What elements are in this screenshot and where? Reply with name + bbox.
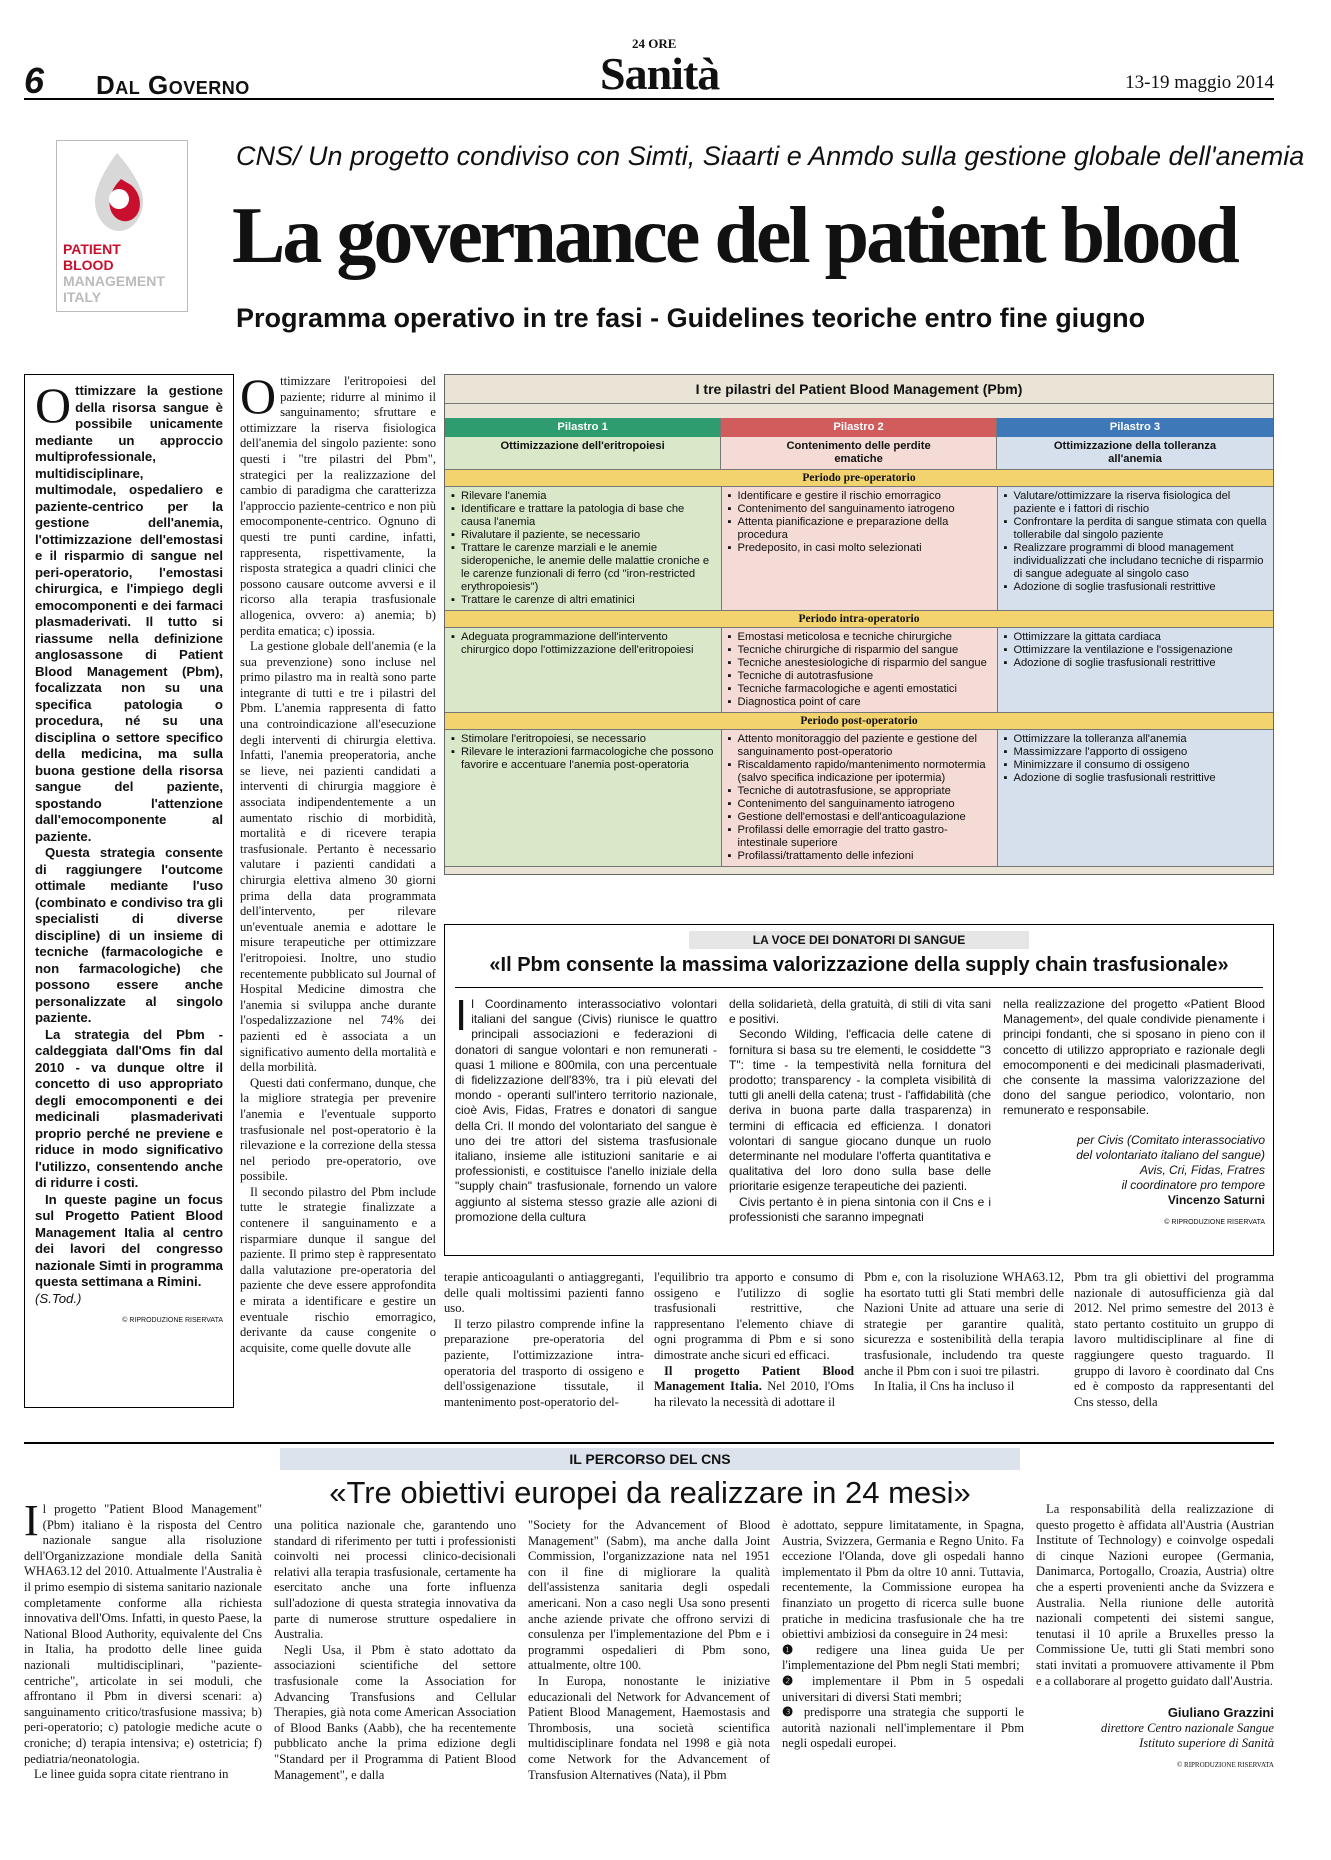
lower-column-4: Pbm tra gli obiettivi del programma nazionale di autosufficienza già dal 2012. Nel primo semestre del 2013 è stato pertanto costituito un gruppo di lavoro multidisciplinare al fine di raggiungere questo traguardo. Il gruppo di lavoro è coordinato dal Cns ed è composto da rappresentanti del Cns stesso, della [1074,1270,1274,1409]
headline-subtitle: Programma operativo in tre fasi - Guidelines teoriche entro fine giugno [236,303,1146,333]
sidebar-paragraph-3: La strategia del Pbm - caldeggiata dall'Oms fin dal 2010 - va dunque oltre il concetto di uso appropriato degli emocomponenti e dei medicinali plasmaderivati proprio perché ne previene e riduce in modo significativo l'utilizzo, consentendo anche di ridurre i costi. [35,1026,223,1190]
phase-table [445,628,1273,712]
objective-3: ❸ predisporre una strategia che supporti le autorità nazionali nell'implementare il Pbm negli ospedali europei. [782,1705,1025,1751]
issue-date: 13-19 maggio 2014 [1125,72,1274,93]
list-item: ▪ Tecniche anestesiologiche di risparmio del sangue [728,657,991,670]
list-item: ▪ Tecniche di autotrasfusione [728,670,991,683]
cns-kicker: IL PERCORSO DEL CNS [280,1448,1020,1470]
donors-signature-3: Avis, Cri, Fidas, Fratres [1139,1163,1265,1178]
pillar-3-cell [997,730,1273,866]
cns-rights: © RIPRODUZIONE RISERVATA [1176,1760,1274,1769]
pillar-1-name: Ottimizzazione dell'eritropoiesi [445,437,721,469]
pbm-logo [56,140,188,312]
sidebar-box [24,374,234,1408]
pillar-3-cell [997,628,1273,712]
list-item: ▪ Adozione di soglie trasfusionali restrittive [1004,657,1268,670]
headline-kicker: CNS/ Un progetto condiviso con Simti, Siaarti e Anmdo sulla gestione globale dell'anemia [236,141,1305,171]
phase-table [445,730,1273,866]
list-item: ▪ Riscaldamento rapido/mantenimento normotermia (salvo specifica indicazione per ipotermia) [728,759,991,785]
cns-column-1: Il progetto "Patient Blood Management" (Pbm) italiano è la risposta del Centro nazionale sangue alla risoluzione dell'Organizzazione mondiale della Sanità WHA63.12 del 2010. Attualmente l'Australia è il primo esempio di sistema sanitario nazionale completamente conforme alla richiesta innovativa dell'Oms. Infatti, in questo Paese, la National Blood Authority, equivalente del Cns in Italia, ha prodotto delle linee guida nazionali multidisciplinari, "paziente-centriche", articolate in sei moduli, che affrontano il Pbm in diversi scenari: a) sanguinamento critico/trasfusione massiva; b) peri-operatorio; c) patologie mediche acute o croniche; d) terapia intensiva; e) ostetricia; f) pediatria/neonatologia. Le linee guida sopra citate rientrano in [24,1496,262,1782]
pbm-table [444,374,1274,875]
headline-title: La governance del patient blood [232,192,1237,280]
phase-header: Periodo post-operatorio [445,712,1273,730]
objective-1: ❶ redigere una linea guida Ue per l'implementazione del Pbm negli Stati membri; [782,1642,1024,1673]
list-item: ▪ Predeposito, in casi molto selezionati [728,542,991,555]
list-item: ▪ Emostasi meticolosa e tecniche chirurgiche [728,631,991,644]
list-item: ▪ Identificare e trattare la patologia di base che causa l'anemia [451,503,715,529]
list-item: ▪ Tecniche chirurgiche di risparmio del sangue [728,644,991,657]
lower-column-1: terapie anticoagulanti o antiaggreganti, delle quali moltissimi pazienti fanno uso. Il terzo pilastro comprende infine la preparazione pre-operatoria del paziente, l'ottimizzazione intra-operatoria del trasporto di ossigeno e dell'ossigenazione tissutale, il mantenimento post-operatorio del- [444,1270,644,1409]
pillar-1-cell [445,487,721,610]
list-item: ▪ Rilevare le interazioni farmacologiche che possono favorire e accentuare l'anemia post-operatoria [451,746,715,772]
pillar-1-cell [445,730,721,866]
donors-column-1: Il Coordinamento interassociativo volontari italiani del sangue (Civis) riunisce le quattro principali associazioni e federazioni di donatori di sangue volontari e non remunerati - quasi 1 milione e 800mila, con una percentuale di fidelizzazione dell'83%, tra i più elevati del mondo - operanti sull'intero territorio nazionale, cioè Avis, Fidas, Fratres e donatori di sangue della Cri. Il mondo del volontariato del sangue è uno dei tre attori del sistema trasfusionale italiano, insieme alle istituzioni sanitarie e ai professionisti, e costituisce l'anello iniziale della "supply chain" trasfusionale, fornendo un valore aggiunto al sistema stesso grazie alle azioni di promozione della cultura [455,991,717,1224]
list-item: ▪ Trattare le carenze marziali e le anemie sideropeniche, le anemie delle malattie croniche e le carenze funzionali di ferro (cd "iron-restricted erythropoiesis") [451,542,715,594]
donors-signature-name: Vincenzo Saturni [1167,1193,1265,1208]
col2-paragraph-1: Ottimizzare l'eritropoiesi del paziente; ridurre al minimo il sanguinamento; sfruttare e ottimizzare la riserva fisiologica dell'anemia del singolo paziente: sono questi i "tre pilastri del Pbm", strategici per la realizzazione del cambio di paradigma che caratterizza l'approccio paziente-centrico e non più emocomponente-centrico. Ognuno di questi tre punti cardine, infatti, rappresenta, rispettivamente, la risposta strategica a quadri clinici che possono causare outcome avversi e il ricorso alla terapia trasfusionale allogenica, ovvero: a) anemia; b) perdita ematica; c) ipossia. [240,368,436,638]
list-item: ▪ Attento monitoraggio del paziente e gestione del sanguinamento post-operatorio [728,733,991,759]
cns-column-2: una politica nazionale che, garantendo uno standard di riferimento per tutti i professionisti coinvolti nei processi clinico-decisionali relativi alla terapia trasfusionale, certamente ha esercitato anche una forte influenza sull'adozione di questa strategia innovativa da parte di numerose strutture ospedaliere in Australia. Negli Usa, il Pbm è stato adottato da associazioni scientifiche del settore trasfusionale come la Association for Advancing Transfusions and Cellular Therapies, già nota come American Association of Blood Banks (Aabb), che ha recentemente pubblicato anche la prima edizione degli "Standard per il Programma di Patient Blood Management", e dalla [274,1518,516,1782]
pillar-2-cell [721,487,997,610]
list-item: ▪ Diagnostica point of care [728,696,991,709]
cns-column-5: La responsabilità della realizzazione di questo progetto è affidata all'Austria (Austrian Institute of Technology) e coinvolge ospedali di cinque Nazioni europee (Germania, Danimarca, Portogallo, Croazia, Austria) oltre che a esperti provenienti anche da Svizzera e Australia. Nella riunione delle autorità nazionali competenti dei sistemi sangue, tenutasi il 10 aprile a Bruxelles presso la Commissione Ue, tutti gli Stati membri sono stati invitati a promuovere attivamente il Pbm e a collaborare al progetto guidato dall'Austria. Giuliano Grazzini direttore Centro nazionale Sangue Istituto superiore di Sanità © RIPRODUZIONE RISERVATA [1036,1502,1274,1774]
list-item: ▪ Adozione di soglie trasfusionali restrittive [1004,581,1268,594]
pillar-name-row [445,437,1273,469]
brand-logo: Sanità [600,48,720,99]
donors-title: «Il Pbm consente la massima valorizzazione della supply chain trasfusionale» [489,954,1229,976]
phase-header: Periodo intra-operatorio [445,610,1273,628]
col2-paragraph-3: Questi dati confermano, dunque, che la migliore strategia per prevenire l'anemia e l'eventuale supporto trasfusionale nel post-operatorio è la rilevazione e la correzione della stessa nel periodo pre-operatorio, ove possibile. [240,1075,436,1184]
list-item: ▪ Profilassi delle emorragie del tratto gastro-intestinale superiore [728,824,991,850]
donors-signature-1: per Civis (Comitato interassociativo [1076,1132,1265,1147]
pillars-table [445,418,1273,469]
col2-paragraph-4: Il secondo pilastro del Pbm include tutte le strategie finalizzate a contenere il sanguinamento e a risparmiare dunque il sangue del paziente. Il primo step è rappresentato dalla valutazione pre-operatoria del paziente che deve essere approfondita e mirata a identificare e gestire un eventuale rischio emorragico, derivante da cause congenite o acquisite, come quelle dovute alle [240,1184,436,1355]
col2-dropcap: O [240,368,277,424]
blood-drop-icon [57,149,187,241]
pillar-header-row [445,418,1273,437]
objective-2: ❷ implementare il Pbm in 5 ospedali universitari di diversi Stati membri; [782,1673,1024,1704]
table-title: I tre pilastri del Patient Blood Management (Pbm) [445,375,1273,404]
pillar-3-name: Ottimizzazione della tolleranza all'anemia [996,437,1273,469]
logo-line-2: BLOOD [63,257,114,273]
cns-column-3: "Society for the Advancement of Blood Management" (Sabm), ma anche dalla Joint Commission, l'organizzazione nata nel 1951 con il fine di migliorare la qualità dell'assistenza sanitaria degli ospedali americani. Non a caso negli Usa sono presenti anche aziende private che offrono servizi di consulenza per l'implementazione del Pbm e i programmi ospedalieri di Pbm sono, attualmente, oltre 100. In Europa, nonostante le iniziative educazionali del Network for Advancement of Patient Blood Management, Haemostasis and Thrombosis, una società scientifica multidisciplinare fondata nel 1998 e già nota come Network for the Advancement of Transfusion Alternatives (Nata), il Pbm [528,1518,770,1782]
list-item: ▪ Tecniche farmacologiche e agenti emostatici [728,683,991,696]
list-item: ▪ Realizzare programmi di blood management individualizzati che includano tecniche di risparmio di sangue adeguate al singolo caso [1004,542,1268,581]
donors-column-3: nella realizzazione del progetto «Patient Blood Management», del quale condivide pienamente i principi fondanti, che si sposano in pieno con il concetto di utilizzo appropriato e razionale degli emocomponenti e dei medicinali plasmaderivati, che consente la massima valorizzazione del dono del sangue periodico, volontario, non remunerato e responsabile. per Civis (Comitato interassociativo del volontariato italiano del sangue) Avis, Cri, Fidas, Fratres il coordinatore pro tempore Vincenzo Saturni © RIPRODUZIONE RISERVATA [1003,997,1265,1230]
cns-title: «Tre obiettivi europei da realizzare in 24 mesi» [329,1475,971,1510]
pillar-2-name: Contenimento delle perdite ematiche [721,437,997,469]
list-item: ▪ Adozione di soglie trasfusionali restrittive [1004,772,1268,785]
list-item: ▪ Gestione dell'emostasi e dell'anticoagulazione [728,811,991,824]
list-item: ▪ Profilassi/trattamento delle infezioni [728,850,991,863]
phase-table [445,487,1273,610]
phases-container [445,469,1273,866]
donors-box [444,924,1274,1256]
col2-paragraph-2: La gestione globale dell'anemia (e la sua prevenzione) sono incluse nel primo pilastro ma in realtà sono parte integrante di tutti e tre i pilastri del Pbm. L'anemia rappresenta di fatto una controindicazione all'esecuzione degli interventi di chirurgia elettiva. Infatti, l'anemia preoperatoria, anche se lieve, nei pazienti candidati a interventi di chirurgia maggiore è associata indipendentemente a un aumentato rischio di morbidità, mortalità e di ricevere terapia trasfusionale. Pertanto è necessario valutare i pazienti candidati a chirurgia elettiva almeno 30 giorni prima della data programmata dell'intervento, per rilevare un'eventuale anemia e adottare le misure terapeutiche per ottimizzare l'eritropoiesi. Inoltre, uno studio recentemente pubblicato sul Journal of Hospital Medicine dimostra che l'anemia si sviluppa anche durante l'ospedalizzazione nel 74% dei pazienti ed è associata a un significativo aumento della mortalità e della morbilità. [240,639,436,1075]
cns-signature-role: direttore Centro nazionale Sangue [1100,1720,1274,1735]
donors-dropcap: I [455,991,468,1040]
pillar-2-label: Pilastro 2 [721,418,997,437]
list-item: ▪ Massimizzare l'apporto di ossigeno [1004,746,1268,759]
donors-column-2: della solidarietà, della gratuità, di stili di vita sani e positivi. Secondo Wilding, l'efficacia delle catene di fornitura si basa su tre elementi, le cosiddette "3 T": time - la tempestività nella fornitura del prodotto; transparency - la completa visibilità di tutti gli anelli della catena; trust - l'affidabilità (che deriva in buona parte dalla trasparenza) in termini di efficacia ed efficienza. I donatori volontari di sangue giocano dunque un ruolo determinante nel modulare l'offerta quantitativa e qualitativa del loro dono sulla base delle prioritarie esigenze terapeutiche dei pazienti. Civis pertanto è in piena sintonia con il Cns e i professionisti che saranno impegnati [729,997,991,1224]
cns-column-4: è adottato, seppure limitatamente, in Spagna, Austria, Svizzera, Germania e Regno Unito. Fa eccezione l'Olanda, dove gli ospedali hanno implementato il Pbm da oltre 10 anni. Tuttavia, recentemente, la Commissione europea ha finanziato un progetto di ricerca sulle buone pratiche in medicina trasfusionale che ha tre obiettivi ambiziosi da conseguire in 24 mesi: ❶ redigere una linea guida Ue per l'implementazione del Pbm negli Stati membri; ❷ implementare il Pbm in 5 ospedali universitari di diversi Stati membri; ❸ predisporre una strategia che supporti le autorità nazionali nell'implementare il Pbm negli ospedali europei. [782,1518,1025,1751]
pillar-3-label: Pilastro 3 [996,418,1273,437]
cns-signature-name: Giuliano Grazzini [1167,1705,1274,1721]
sidebar-paragraph-4: In queste pagine un focus sul Progetto Patient Blood Management Italia al centro dei lavori del congresso nazionale Simti in programma questa settimana a Rimini. [35,1191,223,1289]
sidebar-rights: © RIPRODUZIONE RISERVATA [122,1317,223,1324]
donors-kicker: LA VOCE DEI DONATORI DI SANGUE [689,931,1029,949]
section-name: Dal Governo [96,70,250,100]
sidebar-paragraph-2: Questa strategia consente di raggiungere l'outcome ottimale mediante l'uso (combinato e condiviso tra gli specialisti di diverse discipline) di un insieme di tecniche (farmacologiche e non farmacologiche) che possono essere anche personalizzate al singolo paziente. [35,845,223,1025]
lower-column-3: Pbm e, con la risoluzione WHA63.12, ha esortato tutti gli Stati membri delle Nazioni Unite ad attuare una serie di strategie per garantire qualità, sicurezza e sostenibilità della terapia trasfusionale, includendo tra queste anche il Pbm con i suoi tre pilastri. In Italia, il Cns ha incluso il [864,1270,1064,1394]
list-item: ▪ Rilevare l'anemia [451,490,715,503]
list-item: ▪ Trattare le carenze di altri ematinici [451,594,715,607]
list-item: ▪ Adeguata programmazione dell'intervento chirurgico dopo l'ottimizzazione dell'eritropoiesi [451,631,715,657]
subhead-pbm-italia: Il progetto Patient Blood Management Italia. [654,1363,854,1394]
brand-top: 24 ORE [632,36,677,51]
pillar-2-cell [721,730,997,866]
cns-dropcap: I [24,1496,39,1545]
phase-header: Periodo pre-operatorio [445,469,1273,487]
list-item: ▪ Identificare e gestire il rischio emorragico [728,490,991,503]
list-item: ▪ Attenta pianificazione e preparazione della procedura [728,516,991,542]
lower-column-2: l'equilibrio tra apporto e consumo di ossigeno e l'utilizzo di soglie trasfusionali restrittive, che rappresentano l'elemento chiave di ogni programma di Pbm e si sono dimostrate anche sicuri ed efficaci. Il progetto Patient Blood Management Italia. Nel 2010, l'Oms ha rilevato la necessità di adottare il [654,1270,854,1409]
pillar-2-cell [721,628,997,712]
donors-signature-4: il coordinatore pro tempore [1121,1178,1265,1193]
list-item: ▪ Ottimizzare la gittata cardiaca [1004,631,1268,644]
list-item: ▪ Valutare/ottimizzare la riserva fisiologica del paziente e i fattori di rischio [1004,490,1268,516]
masthead [24,36,1274,101]
logo-line-4: ITALY [63,289,102,305]
page-number: 6 [24,60,45,101]
list-item: ▪ Confrontare la perdita di sangue stimata con quella tollerabile dal singolo paziente [1004,516,1268,542]
list-item: ▪ Contenimento del sanguinamento iatrogeno [728,503,991,516]
list-item: ▪ Contenimento del sanguinamento iatrogeno [728,798,991,811]
cns-signature-org: Istituto superiore di Sanità [1139,1736,1274,1751]
sidebar-paragraph-1: Ottimizzare la gestione della risorsa sangue è possibile unicamente mediante un approccio multiprofessionale, multidisciplinare, multimodale, ospedaliero e paziente-centrico per la gestione dell'anemia, l'ottimizzazione dell'emostasi e il risparmio di sangue nel peri-operatorio, l'emostasi chirurgica, e l'impiego degli emocomponenti e dei farmaci plasmaderivati. Il tutto si riassume nella definizione anglosassone di Patient Blood Management (Pbm), focalizzata non su una specifica patologia o procedura, né su una disciplina o settore specifico della medicina, ma sulla buona gestione della risorsa sangue del paziente, spostando l'attenzione dall'emocomponente al paziente. [35,377,223,844]
logo-line-1: PATIENT [63,241,121,257]
pillar-3-cell [997,487,1273,610]
sidebar-dropcap: O [35,377,72,433]
donors-signature-2: del volontariato italiano del sangue) [1076,1147,1265,1162]
sidebar-signature: (S.Tod.) [35,1290,82,1306]
list-item: ▪ Ottimizzare la ventilazione e l'ossigenazione [1004,644,1268,657]
list-item: ▪ Tecniche di autotrasfusione, se appropriate [728,785,991,798]
list-item: ▪ Stimolare l'eritropoiesi, se necessario [451,733,715,746]
donors-rights: © RIPRODUZIONE RISERVATA [1164,1218,1265,1226]
list-item: ▪ Ottimizzare la tolleranza all'anemia [1004,733,1268,746]
list-item: ▪ Rivalutare il paziente, se necessario [451,529,715,542]
pillar-1-label: Pilastro 1 [445,418,721,437]
logo-line-3: MANAGEMENT [63,273,165,289]
list-item: ▪ Minimizzare il consumo di ossigeno [1004,759,1268,772]
pillar-1-cell [445,628,721,712]
article-column-2 [240,368,436,1355]
